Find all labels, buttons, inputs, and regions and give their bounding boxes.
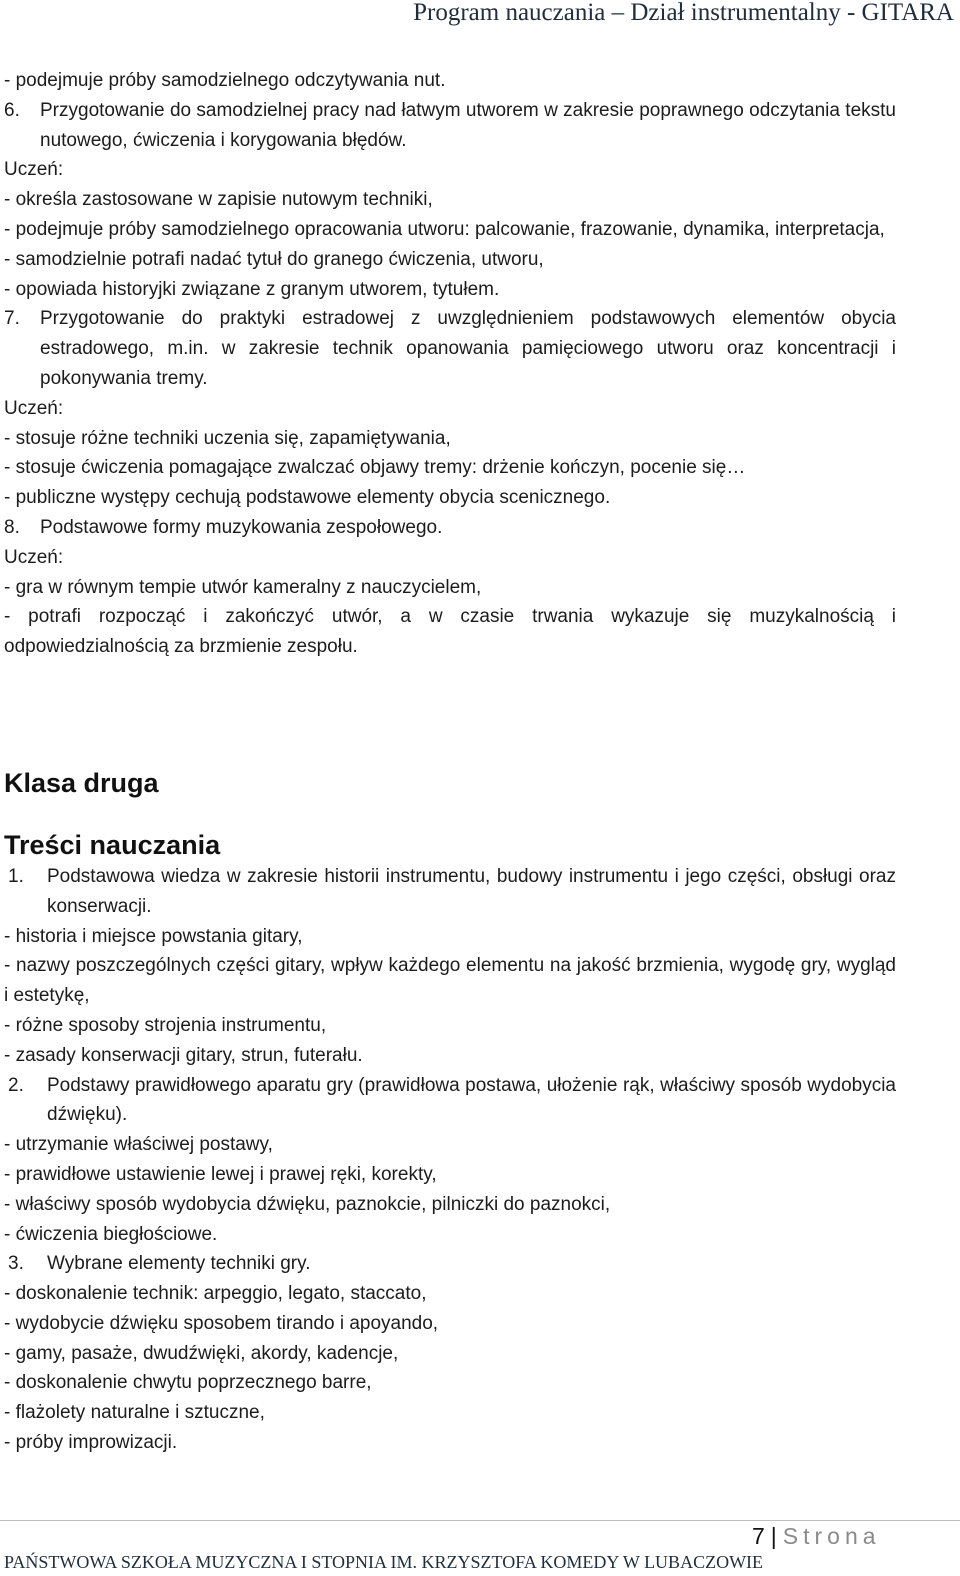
bullet-line: - wydobycie dźwięku sposobem tirando i apoyando,	[4, 1312, 439, 1334]
bullet-line: - flażolety naturalne i sztuczne,	[4, 1402, 265, 1424]
bullet-line: - prawidłowe ustawienie lewej i prawej ręki, korekty,	[4, 1163, 437, 1185]
bullet-line: - samodzielnie potrafi nadać tytuł do granego ćwiczenia, utworu,	[4, 248, 544, 270]
numbered-item-3	[4, 1249, 896, 1279]
footer-school-name: PAŃSTWOWA SZKOŁA MUZYCZNA I STOPNIA IM. KRZYSZTOFA KOMEDY W LUBACZOWIE	[4, 1552, 764, 1572]
section-heading: Klasa druga	[4, 767, 159, 798]
item-text: Wybrane elementy techniki gry.	[47, 1253, 311, 1275]
bullet-line: - publiczne występy cechują podstawowe elementy obycia scenicznego.	[4, 487, 611, 509]
bullet-line: - nazwy poszczególnych części gitary, wpływ każdego elementu na jakość brzmienia, wygodę gry, wygląd i estetykę,	[4, 955, 896, 1007]
item-number: 2.	[8, 1074, 24, 1096]
item-text: Przygotowanie do praktyki estradowej z uwzględnieniem podstawowych elementów obycia estradowego, m.in. w zakresie technik opanowania pamięciowego utworu oraz koncentracji i pokonywania tremy.	[40, 308, 896, 389]
bullet-line: - zasady konserwacji gitary, strun, futerału.	[4, 1044, 363, 1066]
bullet-line: - stosuje różne techniki uczenia się, zapamiętywania,	[4, 427, 451, 449]
bullet-line: - ćwiczenia biegłościowe.	[4, 1223, 218, 1245]
bullet-line: - gamy, pasaże, dwudźwięki, akordy, kadencje,	[4, 1342, 399, 1364]
item-text: Przygotowanie do samodzielnej pracy nad łatwym utworem w zakresie poprawnego odczytania tekstu nutowego, ćwiczenia i korygowania błędów.	[40, 99, 896, 151]
header-title: Program nauczania – Dział instrumentalny - GITARA	[413, 0, 954, 26]
uczen-label: Uczeń:	[4, 546, 64, 568]
uczen-label: Uczeń:	[4, 159, 64, 181]
item-text: Podstawowe formy muzykowania zespołowego.	[40, 516, 443, 538]
bullet-line: - opowiada historyjki związane z granym utworem, tytułem.	[4, 278, 500, 300]
page-number: 7	[752, 1523, 765, 1549]
numbered-item-1	[4, 862, 896, 922]
bullet-line: - próby improwizacji.	[4, 1432, 178, 1454]
uczen-label: Uczeń:	[4, 397, 64, 419]
item-number: 1.	[8, 865, 24, 887]
numbered-item-7	[4, 304, 896, 393]
item-text: Podstawowa wiedza w zakresie historii instrumentu, budowy instrumentu i jego części, obsługi oraz konserwacji.	[47, 865, 896, 917]
page-separator: |	[770, 1523, 777, 1549]
numbered-item-6	[4, 96, 896, 156]
section-gap	[4, 662, 896, 767]
bullet-line: - określa zastosowane w zapisie nutowym techniki,	[4, 189, 433, 211]
numbered-item-2	[4, 1071, 896, 1131]
bullet-line: - różne sposoby strojenia instrumentu,	[4, 1014, 327, 1036]
bullet-line: - historia i miejsce powstania gitary,	[4, 925, 303, 947]
item-number: 3.	[8, 1253, 24, 1275]
bullet-line: - potrafi rozpocząć i zakończyć utwór, a w czasie trwania wykazuje się muzykalnością i odpowiedzialnością za brzmienie zespołu.	[4, 606, 896, 658]
item-number: 8.	[4, 516, 20, 538]
bullet-line: - podejmuje próby samodzielnego odczytywania nut.	[4, 70, 446, 91]
bullet-line: - utrzymanie właściwej postawy,	[4, 1134, 273, 1156]
item-number: 6.	[4, 99, 20, 121]
bullet-line: - stosuje ćwiczenia pomagające zwalczać objawy tremy: drżenie kończyn, pocenie się…	[4, 457, 746, 479]
bullet-line: - właściwy sposób wydobycia dźwięku, paznokcie, pilniczki do paznokci,	[4, 1193, 611, 1215]
bullet-line: - doskonalenie chwytu poprzecznego barre,	[4, 1372, 372, 1394]
section-subheading: Treści nauczania	[4, 829, 221, 860]
page-word: Strona	[782, 1523, 881, 1549]
bullet-line: - gra w równym tempie utwór kameralny z nauczycielem,	[4, 576, 482, 598]
bullet-line: - doskonalenie technik: arpeggio, legato, staccato,	[4, 1283, 427, 1305]
numbered-item-8	[4, 513, 896, 543]
body-text	[4, 66, 896, 1458]
item-text: Podstawy prawidłowego aparatu gry (prawidłowa postawa, ułożenie rąk, właściwy sposób wydobycia dźwięku).	[47, 1074, 896, 1126]
bullet-line: - podejmuje próby samodzielnego opracowania utworu: palcowanie, frazowanie, dynamika, interpretacja,	[4, 218, 885, 240]
page-number-block	[752, 1521, 881, 1551]
item-number: 7.	[4, 308, 20, 330]
